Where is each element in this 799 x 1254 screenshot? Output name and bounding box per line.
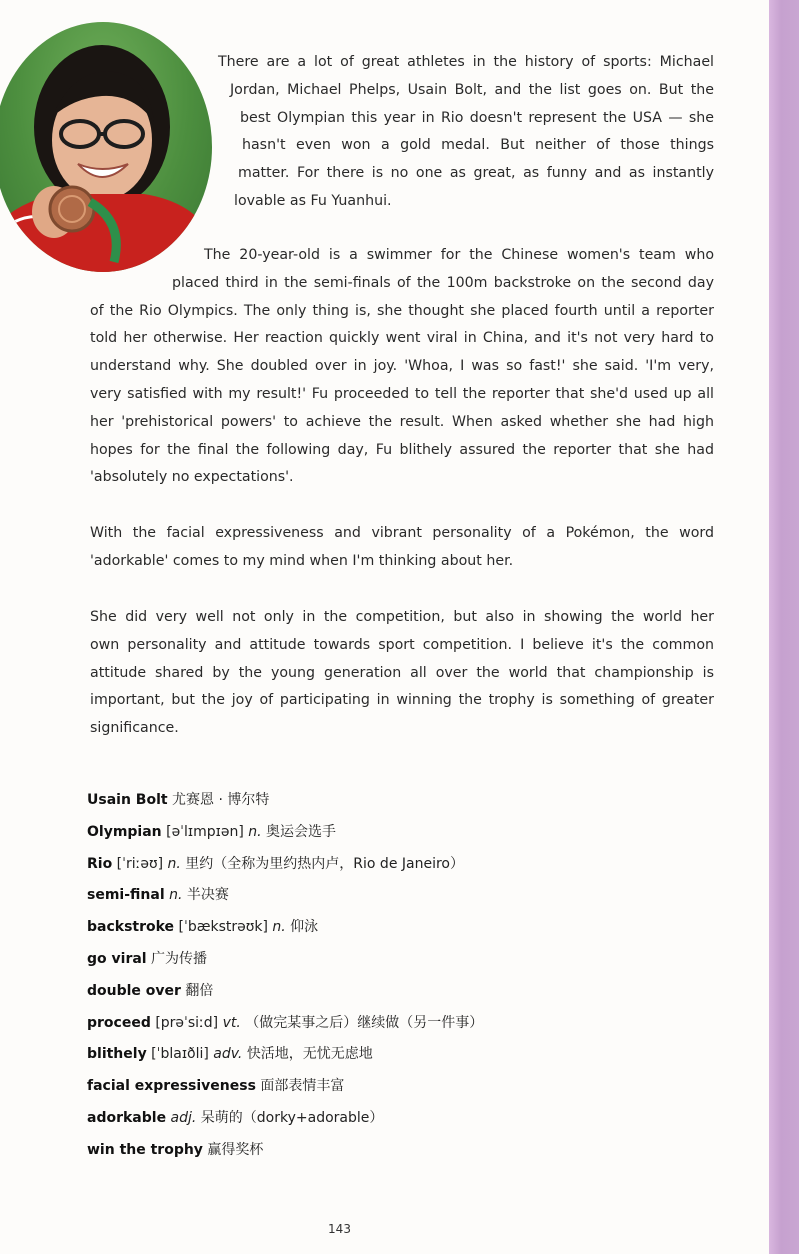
vocab-pos: n. [272, 919, 286, 936]
text-line: 'adorkable' comes to my mind when I'm thinking about her. [90, 552, 514, 569]
vocab-item [87, 850, 687, 882]
text-line: best Olympian this year in Rio doesn't represent the USA — she [240, 109, 714, 126]
vocab-phonetic: [ˈblaɪðli] [151, 1046, 209, 1063]
vocab-item [87, 1104, 687, 1136]
text-line: understand why. She doubled over in joy. 'Whoa, I was so fast!' she said. 'I'm very, [90, 358, 714, 375]
text-line: lovable as Fu Yuanhui. [234, 192, 392, 209]
vocab-word: win the trophy [87, 1141, 203, 1158]
vocab-word: Rio [87, 855, 113, 872]
text-line: The 20-year-old is a swimmer for the Chinese women's team who [204, 247, 714, 263]
vocab-word: blithely [87, 1046, 147, 1063]
vocab-word: adorkable [87, 1109, 167, 1126]
vocab-word: Olympian [87, 823, 162, 840]
text-line: With the facial expressiveness and vibrant personality of a Pokémon, the word [90, 525, 714, 541]
vocab-item [87, 1136, 687, 1168]
vocab-definition: 半决赛 [186, 887, 229, 904]
vocab-definition: 尤赛恩 · 博尔特 [172, 792, 270, 808]
text-line: significance. [90, 720, 179, 737]
vocab-item [87, 1009, 687, 1041]
vocab-definition: 里约（全称为里约热内卢，Rio de Janeiro） [185, 855, 464, 872]
vocab-item [87, 977, 687, 1009]
athlete-photo [0, 22, 212, 272]
vocab-item [87, 1072, 687, 1104]
text-line: own personality and attitude towards sport competition. I believe it's the common [90, 636, 714, 653]
vocab-word: proceed [87, 1014, 151, 1031]
vocab-definition: 仰泳 [290, 919, 319, 936]
vocab-pos: n. [248, 823, 262, 840]
vocab-word: go viral [87, 950, 147, 967]
vocab-definition: 翻倍 [185, 982, 214, 999]
vocab-pos: n. [167, 855, 181, 872]
vocab-phonetic: [prəˈsiːd] [155, 1014, 219, 1031]
page-edge-strip [769, 0, 799, 1254]
text-line: She did very well not only in the competition, but also in showing the world her [90, 609, 714, 625]
athlete-portrait-icon [0, 22, 212, 272]
vocab-pos: adv. [213, 1046, 243, 1063]
text-line: important, but the joy of participating in winning the trophy is something of greater [90, 692, 714, 709]
vocab-definition: （做完某事之后）继续做（另一件事） [245, 1014, 484, 1031]
vocab-definition: 奥运会选手 [266, 823, 337, 840]
vocab-item [87, 1040, 687, 1072]
text-line: her 'prehistorical powers' to achieve the result. When asked whether she had high [90, 413, 714, 430]
text-line: There are a lot of great athletes in the history of sports: Michael [218, 54, 714, 70]
vocab-item [87, 786, 687, 818]
vocab-definition: 快活地，无忧无虑地 [246, 1046, 373, 1063]
vocab-word: facial expressiveness [87, 1078, 256, 1095]
vocab-definition: 赢得奖杯 [207, 1141, 264, 1158]
vocab-word: semi-final [87, 887, 165, 904]
vocab-pos: vt. [222, 1014, 241, 1031]
text-line: hasn't even won a gold medal. But neither of those things [242, 137, 714, 154]
vocab-pos: n. [169, 887, 183, 904]
paragraph-adorkable [90, 520, 714, 576]
text-line: Jordan, Michael Phelps, Usain Bolt, and the list goes on. But the [230, 81, 714, 98]
text-line: placed third in the semi-finals of the 100m backstroke on the second day [172, 274, 714, 291]
vocab-phonetic: [ˈbækstrəʊk] [178, 919, 268, 936]
text-line: matter. For there is no one as great, as funny and as instantly [238, 165, 714, 182]
paragraph-story [90, 242, 714, 492]
vocabulary-list [87, 786, 687, 1168]
vocab-word: double over [87, 982, 181, 999]
text-line: hopes for the final the following day, Fu blithely assured the reporter that she had [90, 441, 714, 458]
vocab-definition: 面部表情丰富 [260, 1078, 345, 1095]
vocab-item [87, 818, 687, 850]
vocab-word: Usain Bolt [87, 792, 168, 808]
vocab-pos: adj. [170, 1109, 197, 1126]
vocab-phonetic: [əˈlɪmpɪən] [166, 823, 244, 840]
vocab-word: backstroke [87, 919, 175, 936]
text-line: 'absolutely no expectations'. [90, 469, 294, 486]
paragraph-conclusion [90, 604, 714, 743]
vocab-phonetic: [ˈriːəʊ] [116, 855, 164, 872]
text-line: very satisfied with my result!' Fu proceeded to tell the reporter that she'd used up all [90, 385, 714, 402]
text-line: told her otherwise. Her reaction quickly went viral in China, and it's not very hard to [90, 330, 714, 347]
paragraph-intro [218, 49, 714, 216]
vocab-definition: 呆萌的（dorky+adorable） [200, 1109, 384, 1126]
page-number: 143 [328, 1222, 351, 1236]
vocab-item [87, 913, 687, 945]
vocab-definition: 广为传播 [151, 950, 208, 967]
text-line: of the Rio Olympics. The only thing is, she thought she placed fourth until a reporter [90, 302, 714, 319]
vocab-item [87, 881, 687, 913]
text-line: attitude shared by the young generation all over the world that championship is [90, 664, 714, 681]
vocab-item [87, 945, 687, 977]
